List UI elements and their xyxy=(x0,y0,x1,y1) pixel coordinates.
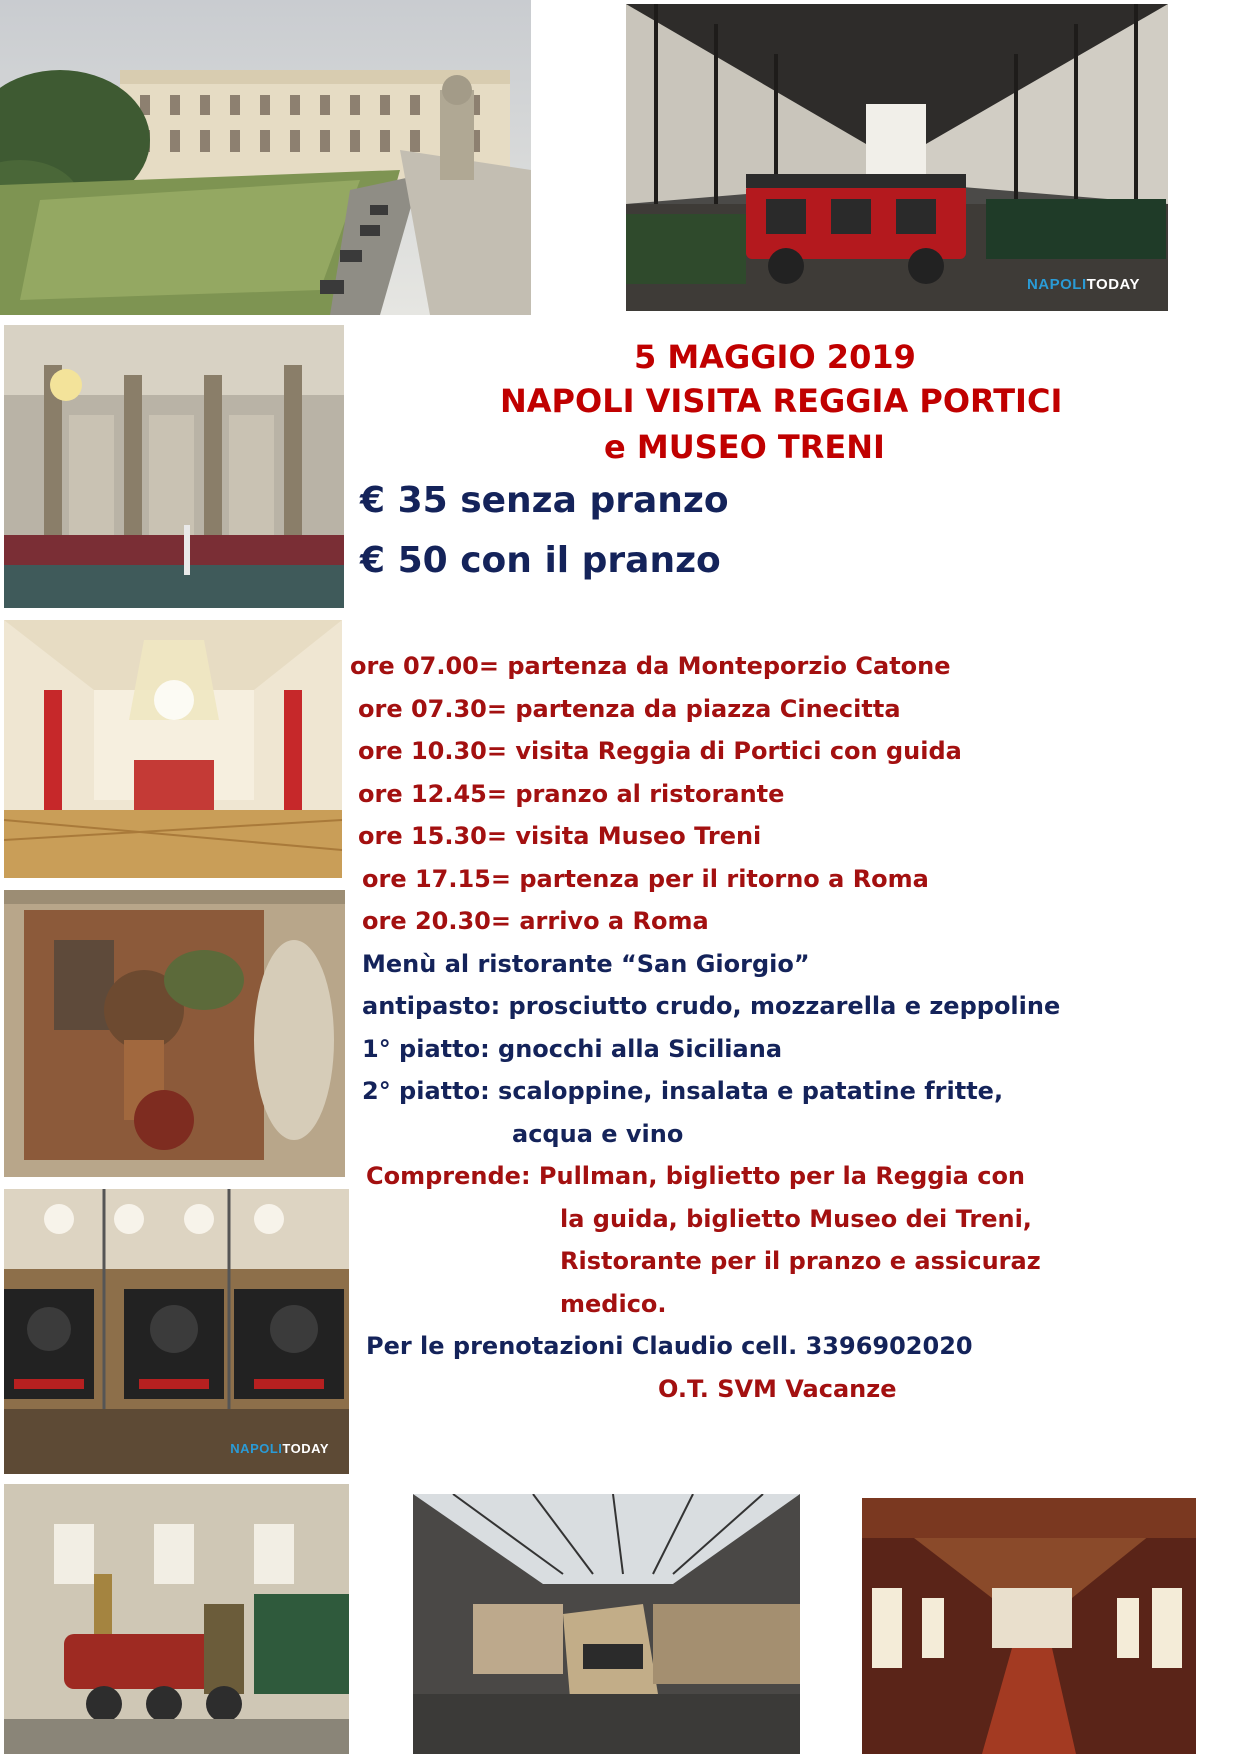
event-title: NAPOLI VISITA REGGIA PORTICI xyxy=(500,382,1063,420)
ballroom-chandelier-photo xyxy=(4,620,342,878)
event-date: 5 MAGGIO 2019 xyxy=(634,338,916,376)
fresco-painting-photo xyxy=(4,890,345,1177)
includes-line: Ristorante per il pranzo e assicuraz xyxy=(560,1247,1041,1275)
locomotives-roundhouse-photo xyxy=(4,1189,349,1474)
reggia-exterior-photo xyxy=(0,0,531,315)
schedule-item: ore 17.15= partenza per il ritorno a Roma xyxy=(362,865,929,893)
royal-carriage-interior-photo xyxy=(862,1498,1196,1754)
price-with-lunch: € 50 con il pranzo xyxy=(360,540,721,581)
event-subtitle: e MUSEO TRENI xyxy=(604,428,885,466)
schedule-item: ore 10.30= visita Reggia di Portici con guida xyxy=(358,737,962,765)
schedule-item: ore 20.30= arrivo a Roma xyxy=(362,907,709,935)
includes-line: la guida, biglietto Museo dei Treni, xyxy=(560,1205,1032,1233)
napolitoday-watermark: NAPOLITODAY xyxy=(1026,276,1140,293)
menu-item: 1° piatto: gnocchi alla Siciliana xyxy=(362,1035,783,1063)
agency-name: O.T. SVM Vacanze xyxy=(658,1375,897,1403)
museo-treni-hall-photo xyxy=(626,4,1168,311)
price-without-lunch: € 35 senza pranzo xyxy=(360,480,729,521)
menu-heading: Menù al ristorante “San Giorgio” xyxy=(362,950,810,978)
menu-item: acqua e vino xyxy=(512,1120,684,1148)
napolitoday-watermark-2: NAPOLITODAY xyxy=(230,1441,329,1456)
includes-line: medico. xyxy=(560,1290,667,1318)
includes-label: Comprende: Pullman, biglietto per la Reggia con xyxy=(366,1162,1026,1190)
booking-contact: Per le prenotazioni Claudio cell. 3396902020 xyxy=(366,1332,973,1360)
historic-locomotive-photo xyxy=(4,1484,349,1754)
frescoed-hall-photo xyxy=(4,325,344,608)
schedule-item: ore 12.45= pranzo al ristorante xyxy=(358,780,785,808)
schedule-item: ore 07.00= partenza da Monteporzio Catone xyxy=(350,652,951,680)
menu-item: 2° piatto: scaloppine, insalata e patatine fritte, xyxy=(362,1077,1004,1105)
schedule-item: ore 15.30= visita Museo Treni xyxy=(358,822,762,850)
menu-item: antipasto: prosciutto crudo, mozzarella e zeppoline xyxy=(362,992,1061,1020)
schedule-item: ore 07.30= partenza da piazza Cinecitta xyxy=(358,695,901,723)
streamlined-railcar-photo xyxy=(413,1494,800,1754)
